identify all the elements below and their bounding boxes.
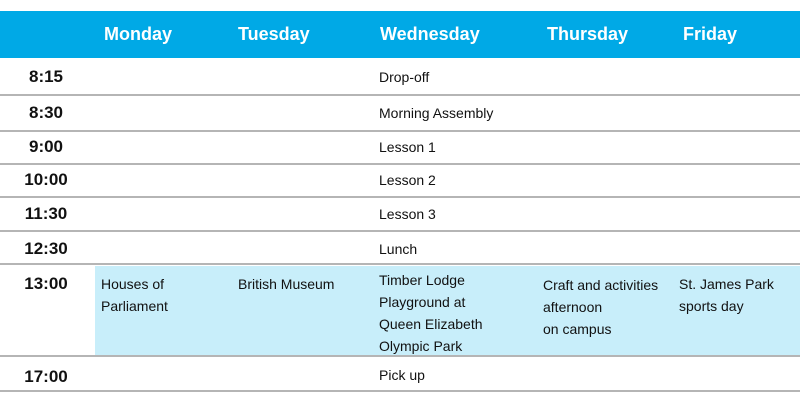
- activity-line: Olympic Park: [379, 338, 463, 354]
- row-divider: [0, 163, 800, 165]
- wednesday-activity: Drop-off: [379, 69, 430, 85]
- activity-line: Timber Lodge: [379, 272, 465, 288]
- row-divider: [0, 94, 800, 96]
- header-friday: Friday: [683, 24, 738, 44]
- tuesday-activity: [238, 273, 334, 295]
- time-label: 8:15: [28, 67, 64, 86]
- wednesday-activity: Lunch: [379, 241, 418, 257]
- monday-activity: [101, 273, 168, 317]
- wednesday-activity: Lesson 1: [379, 139, 436, 155]
- schedule-header: [0, 11, 800, 58]
- activity-line: Queen Elizabeth: [379, 316, 483, 332]
- activity-line: sports day: [679, 298, 744, 314]
- time-label: 8:30: [28, 103, 64, 122]
- row-divider: [0, 390, 800, 392]
- wednesday-activity: [379, 269, 483, 357]
- time-label: 10:00: [24, 170, 68, 189]
- header-monday: Monday: [104, 24, 173, 44]
- activity-line: St. James Park: [679, 276, 774, 292]
- row-divider: [0, 230, 800, 232]
- activity-line: British Museum: [238, 276, 335, 292]
- header-thursday: Thursday: [547, 24, 629, 44]
- activity-line: on campus: [543, 321, 612, 337]
- activity-line: afternoon: [543, 299, 603, 315]
- wednesday-activity: Morning Assembly: [379, 105, 494, 121]
- header-wednesday: Wednesday: [380, 24, 480, 44]
- wednesday-activity: Pick up: [379, 367, 425, 383]
- time-label: 9:00: [28, 137, 64, 156]
- time-label: 13:00: [24, 274, 68, 293]
- time-label: 11:30: [24, 204, 68, 223]
- wednesday-activity: Lesson 2: [379, 172, 436, 188]
- activity-line: Craft and activities: [543, 277, 659, 293]
- thursday-activity: [543, 274, 658, 340]
- activity-line: Playground at: [379, 294, 466, 310]
- row-divider: [0, 355, 800, 357]
- friday-activity: [679, 273, 774, 317]
- time-label: 17:00: [24, 367, 68, 386]
- row-divider: [0, 263, 800, 265]
- activity-line: Houses of: [101, 276, 165, 292]
- wednesday-activity: Lesson 3: [379, 206, 436, 222]
- row-divider: [0, 196, 800, 198]
- activity-line: Parliament: [101, 298, 168, 314]
- row-divider: [0, 130, 800, 132]
- time-label: 12:30: [24, 239, 68, 258]
- header-tuesday: Tuesday: [238, 24, 310, 44]
